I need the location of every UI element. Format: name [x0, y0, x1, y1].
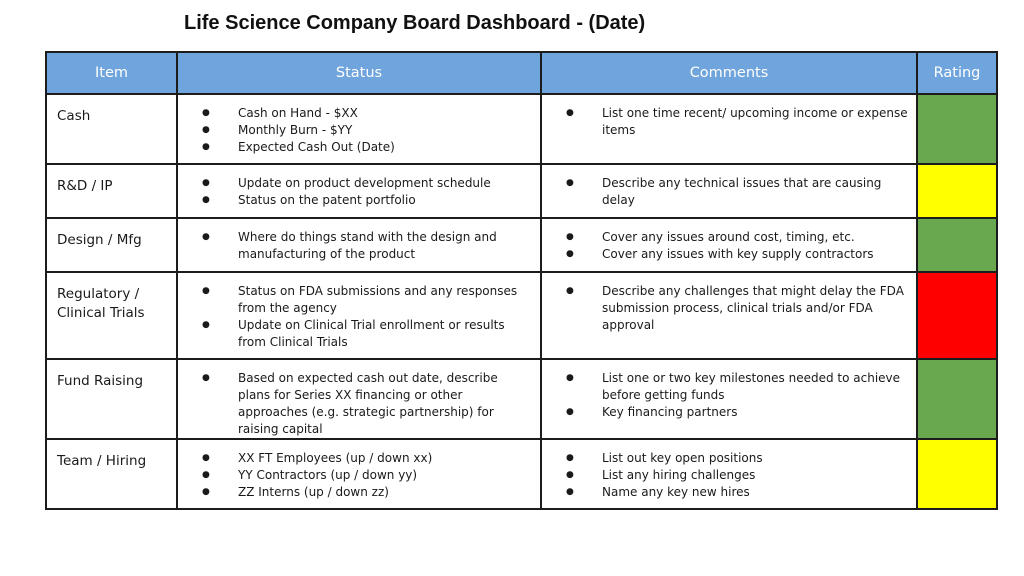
- header-comments: Comments: [541, 52, 917, 94]
- row-status-cell: [177, 164, 541, 218]
- status-bullet-list: [178, 450, 532, 501]
- status-bullet-item: ● Cash on Hand - $XX: [178, 105, 532, 122]
- comments-bullet-item: ● Name any key new hires: [542, 484, 908, 501]
- status-bullet-item: ● Based on expected cash out date, describe plans for Series XX financing or other approaches (e.g. strategic partnership) for raising capital: [178, 370, 532, 438]
- comments-bullet-list: [542, 105, 908, 139]
- row-item-label: Team / Hiring: [46, 439, 177, 509]
- comments-bullet-item: ● List any hiring challenges: [542, 467, 908, 484]
- row-item-label: Regulatory / Clinical Trials: [46, 272, 177, 359]
- row-comments-cell: [541, 359, 917, 439]
- row-status-cell: [177, 218, 541, 272]
- status-bullet-item: ● Expected Cash Out (Date): [178, 139, 532, 156]
- status-bullet-item: ● ZZ Interns (up / down zz): [178, 484, 532, 501]
- row-item-label: R&D / IP: [46, 164, 177, 218]
- comments-bullet-item: ● Key financing partners: [542, 404, 908, 421]
- status-bullet-list: [178, 175, 532, 209]
- rating-indicator-yellow: [917, 164, 997, 218]
- dashboard-table: [45, 51, 998, 510]
- dashboard-title: Life Science Company Board Dashboard - (Date): [184, 12, 646, 34]
- header-status: Status: [177, 52, 541, 94]
- status-bullet-item: ● Monthly Burn - $YY: [178, 122, 532, 139]
- row-status-cell: [177, 94, 541, 164]
- status-bullet-list: [178, 370, 532, 438]
- row-item-label: Design / Mfg: [46, 218, 177, 272]
- comments-bullet-list: [542, 283, 908, 334]
- row-comments-cell: [541, 272, 917, 359]
- comments-bullet-item: ● List out key open positions: [542, 450, 908, 467]
- rating-indicator-yellow: [917, 439, 997, 509]
- row-comments-cell: [541, 439, 917, 509]
- status-bullet-item: ● YY Contractors (up / down yy): [178, 467, 532, 484]
- status-bullet-list: [178, 229, 532, 263]
- row-status-cell: [177, 439, 541, 509]
- row-status-cell: [177, 359, 541, 439]
- comments-bullet-list: [542, 229, 908, 263]
- status-bullet-list: [178, 105, 532, 156]
- status-bullet-item: ● Where do things stand with the design and manufacturing of the product: [178, 229, 532, 263]
- header-row: [46, 52, 997, 94]
- status-bullet-item: ● Status on FDA submissions and any responses from the agency: [178, 283, 532, 317]
- table-row: [46, 359, 997, 439]
- row-comments-cell: [541, 218, 917, 272]
- table-row: [46, 218, 997, 272]
- header-rating: Rating: [917, 52, 997, 94]
- header-item: Item: [46, 52, 177, 94]
- row-item-label: Cash: [46, 94, 177, 164]
- status-bullet-item: ● Status on the patent portfolio: [178, 192, 532, 209]
- row-item-label: Fund Raising: [46, 359, 177, 439]
- rating-indicator-green: [917, 359, 997, 439]
- rating-indicator-red: [917, 272, 997, 359]
- comments-bullet-item: ● List one time recent/ upcoming income or expense items: [542, 105, 908, 139]
- comments-bullet-item: ● Cover any issues with key supply contractors: [542, 246, 908, 263]
- comments-bullet-item: ● Cover any issues around cost, timing, etc.: [542, 229, 908, 246]
- rating-indicator-green: [917, 218, 997, 272]
- comments-bullet-item: ● Describe any technical issues that are causing delay: [542, 175, 908, 209]
- row-status-cell: [177, 272, 541, 359]
- status-bullet-item: ● Update on Clinical Trial enrollment or results from Clinical Trials: [178, 317, 532, 351]
- table-row: [46, 272, 997, 359]
- row-comments-cell: [541, 164, 917, 218]
- comments-bullet-item: ● Describe any challenges that might delay the FDA submission process, clinical trials and/or FDA approval: [542, 283, 908, 334]
- status-bullet-list: [178, 283, 532, 351]
- comments-bullet-list: [542, 370, 908, 421]
- comments-bullet-list: [542, 175, 908, 209]
- table-row: [46, 439, 997, 509]
- comments-bullet-item: ● List one or two key milestones needed to achieve before getting funds: [542, 370, 908, 404]
- row-comments-cell: [541, 94, 917, 164]
- table-row: [46, 94, 997, 164]
- comments-bullet-list: [542, 450, 908, 501]
- table-row: [46, 164, 997, 218]
- status-bullet-item: ● Update on product development schedule: [178, 175, 532, 192]
- rating-indicator-green: [917, 94, 997, 164]
- status-bullet-item: ● XX FT Employees (up / down xx): [178, 450, 532, 467]
